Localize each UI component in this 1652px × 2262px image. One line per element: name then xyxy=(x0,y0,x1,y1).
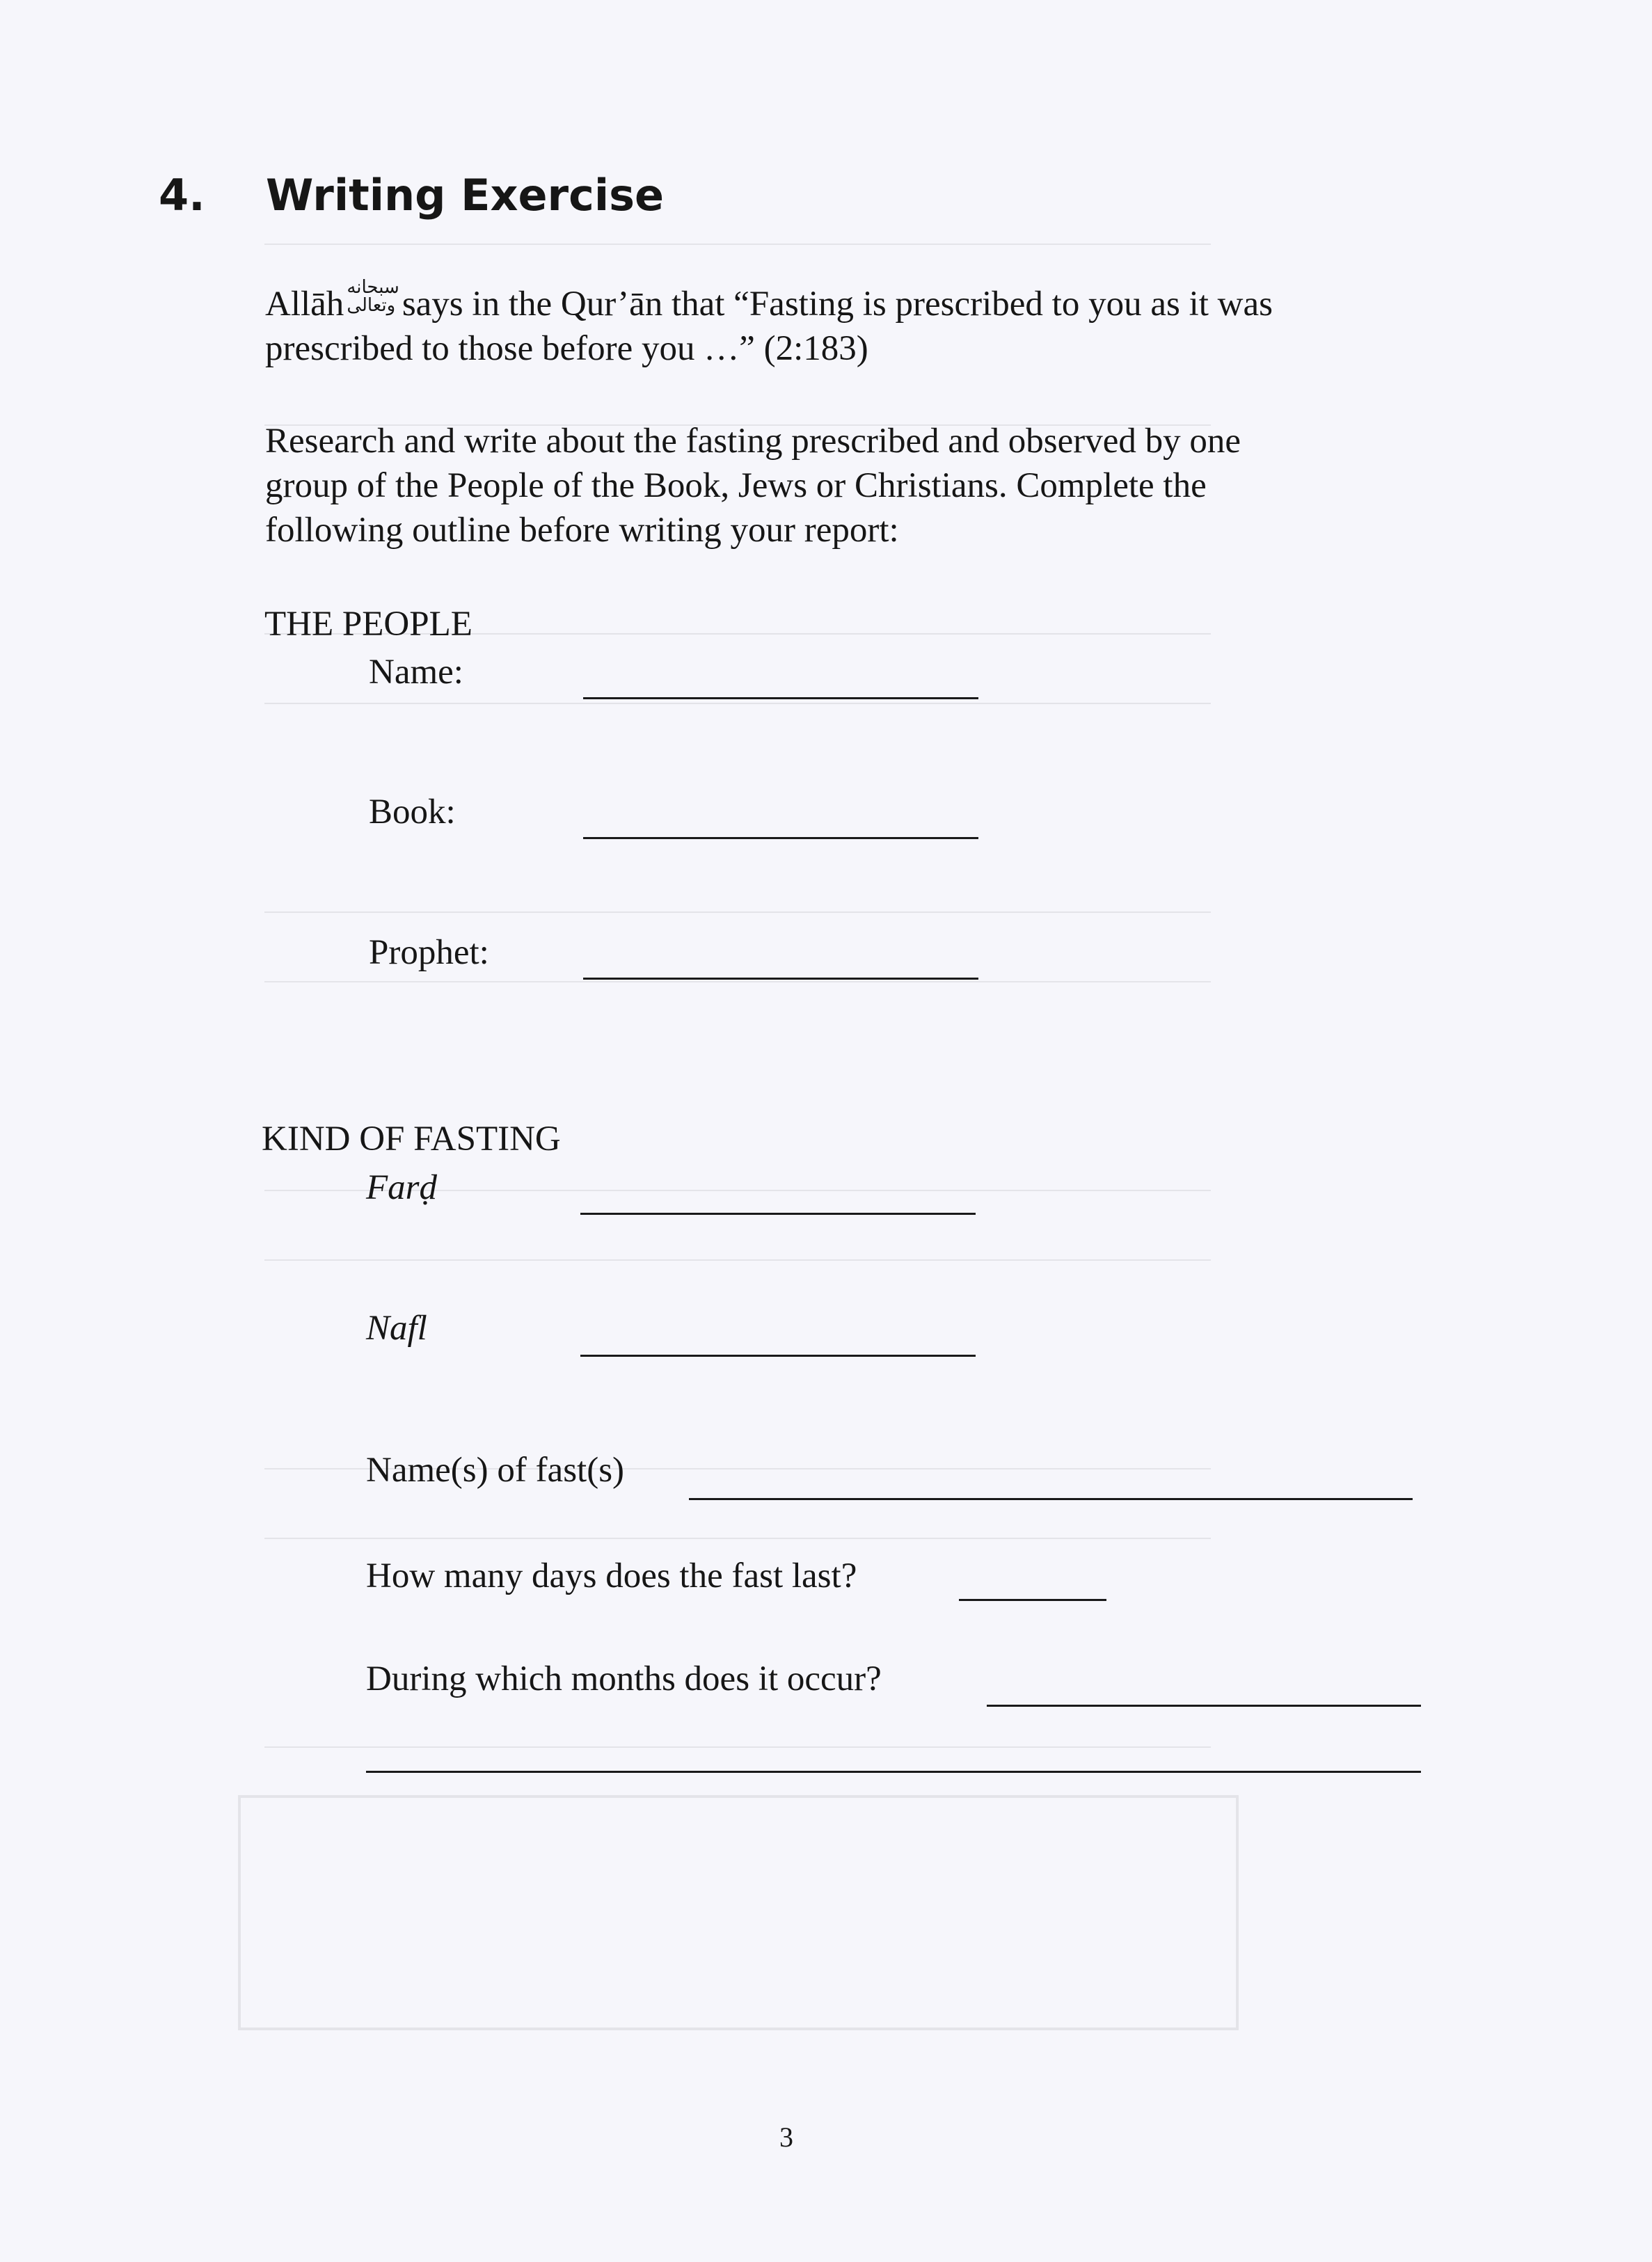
fast-months-answer-line[interactable] xyxy=(987,1705,1421,1707)
exercise-title: Writing Exercise xyxy=(266,170,665,221)
fast-names-answer-line[interactable] xyxy=(689,1498,1413,1500)
fasting-heading: KIND OF FASTING xyxy=(262,1120,561,1158)
intro-allah: Allāh xyxy=(265,285,344,324)
instructions-line-3: following outline before writing your report: xyxy=(265,511,899,550)
intro-line-2: prescribed to those before you …” (2:183) xyxy=(265,329,868,368)
fard-answer-line[interactable] xyxy=(580,1213,976,1215)
instructions-line-2: group of the People of the Book, Jews or Christians. Complete the xyxy=(265,466,1207,505)
fard-label: Farḍ xyxy=(366,1168,437,1207)
fast-months-answer-line-2[interactable] xyxy=(366,1771,1421,1773)
instructions-paragraph xyxy=(265,419,1448,552)
fast-days-answer-line[interactable] xyxy=(959,1599,1106,1601)
instructions-line-1: Research and write about the fasting prescribed and observed by one xyxy=(265,422,1241,461)
fast-months-label: During which months does it occur? xyxy=(366,1659,882,1698)
intro-paragraph xyxy=(265,278,1448,371)
fast-days-label: How many days does the fast last? xyxy=(366,1556,857,1595)
nafl-answer-line[interactable] xyxy=(580,1355,976,1357)
name-answer-line[interactable] xyxy=(583,697,978,699)
people-heading: THE PEOPLE xyxy=(264,605,472,644)
book-answer-line[interactable] xyxy=(583,837,978,839)
exercise-number: 4. xyxy=(159,170,205,221)
intro-line-1 xyxy=(265,278,1448,326)
book-label: Book: xyxy=(369,793,456,831)
name-label: Name: xyxy=(369,653,463,692)
prophet-answer-line[interactable] xyxy=(583,978,978,980)
honorific-glyph-icon: سبحانه وتعالى xyxy=(347,277,399,316)
nafl-label: Nafl xyxy=(366,1309,427,1348)
page-number: 3 xyxy=(779,2121,793,2153)
intro-quote-start: says in the Qur’ān that “Fasting is prescribed to you as it was xyxy=(402,285,1273,324)
prophet-label: Prophet: xyxy=(369,933,489,972)
fast-names-label: Name(s) of fast(s) xyxy=(366,1451,625,1490)
